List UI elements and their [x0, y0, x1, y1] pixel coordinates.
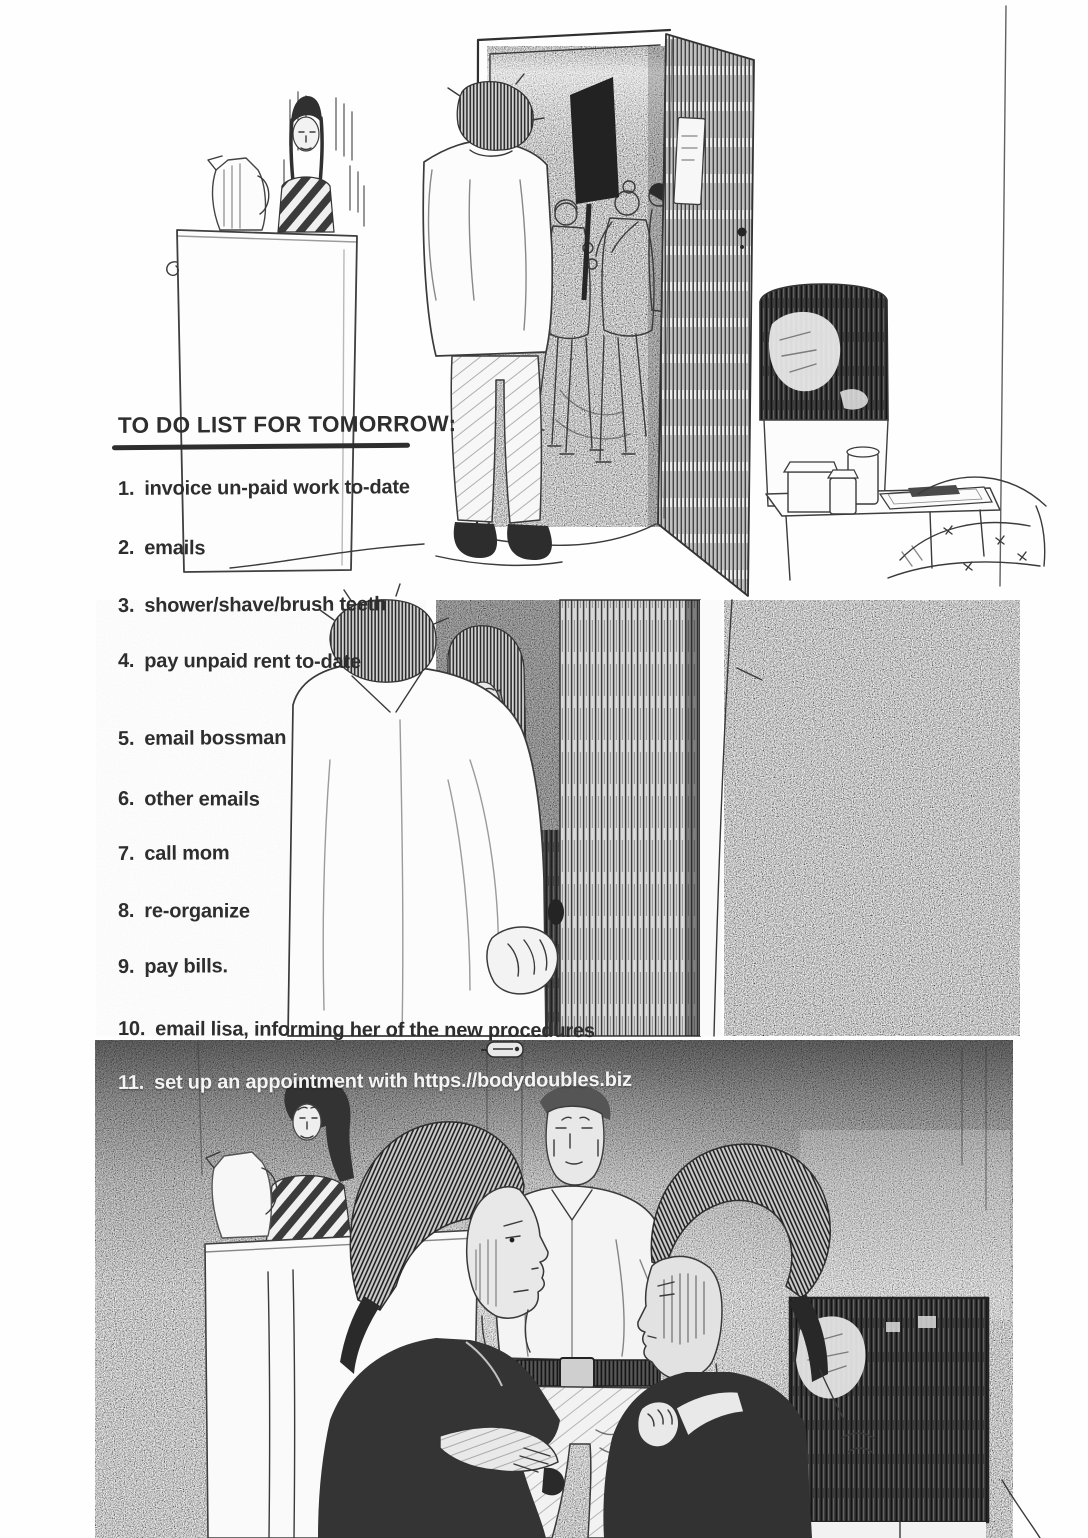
todo-item-number: 3.	[117, 594, 135, 617]
todo-item-number: 6.	[117, 788, 135, 811]
todo-title: TO DO LIST FOR TOMORROW:	[117, 411, 457, 438]
todo-item-number: 8.	[117, 900, 135, 923]
todo-item-text: pay bills.	[144, 955, 228, 978]
pitcher	[208, 156, 269, 230]
receptionist-figure	[278, 96, 334, 232]
door-sign	[674, 117, 705, 204]
belt-buckle	[560, 1358, 594, 1388]
todo-item-number: 1.	[117, 477, 135, 500]
todo-item-text: emails	[144, 537, 206, 560]
door-handle	[548, 899, 564, 925]
todo-item-text: invoice un-paid work to-date	[144, 476, 410, 500]
bottom-panel-illustration	[95, 1040, 1040, 1538]
todo-item-text: set up an appointment with https.//bodydoubles.biz	[154, 1068, 632, 1094]
todo-item-number: 10.	[117, 1018, 146, 1041]
todo-item-number: 4.	[117, 650, 135, 673]
todo-item-number: 11.	[117, 1071, 145, 1094]
todo-item-number: 7.	[117, 842, 135, 865]
todo-item-text: pay unpaid rent to-date	[144, 650, 361, 674]
todo-item-number: 9.	[117, 955, 135, 978]
todo-item-number: 5.	[117, 727, 135, 750]
door-knob	[738, 228, 747, 237]
top-panel-illustration	[167, 6, 1046, 596]
todo-item-text: shower/shave/brush teeth	[144, 593, 387, 617]
static-noise-wall	[714, 600, 1020, 1036]
todo-item-text: email lisa, informing her of the new procedures	[155, 1018, 595, 1043]
todo-item-text: call mom	[144, 842, 230, 865]
todo-item-text: email bossman	[144, 726, 287, 750]
todo-item-number: 2.	[117, 537, 135, 560]
todo-item-text: re-organize	[144, 900, 250, 923]
todo-item-text: other emails	[144, 788, 260, 811]
reception-desk	[167, 230, 357, 572]
open-door	[658, 34, 754, 596]
wall-corner-line	[1000, 6, 1006, 586]
apartment-door	[560, 600, 722, 1036]
middle-panel-illustration	[96, 584, 1020, 1036]
